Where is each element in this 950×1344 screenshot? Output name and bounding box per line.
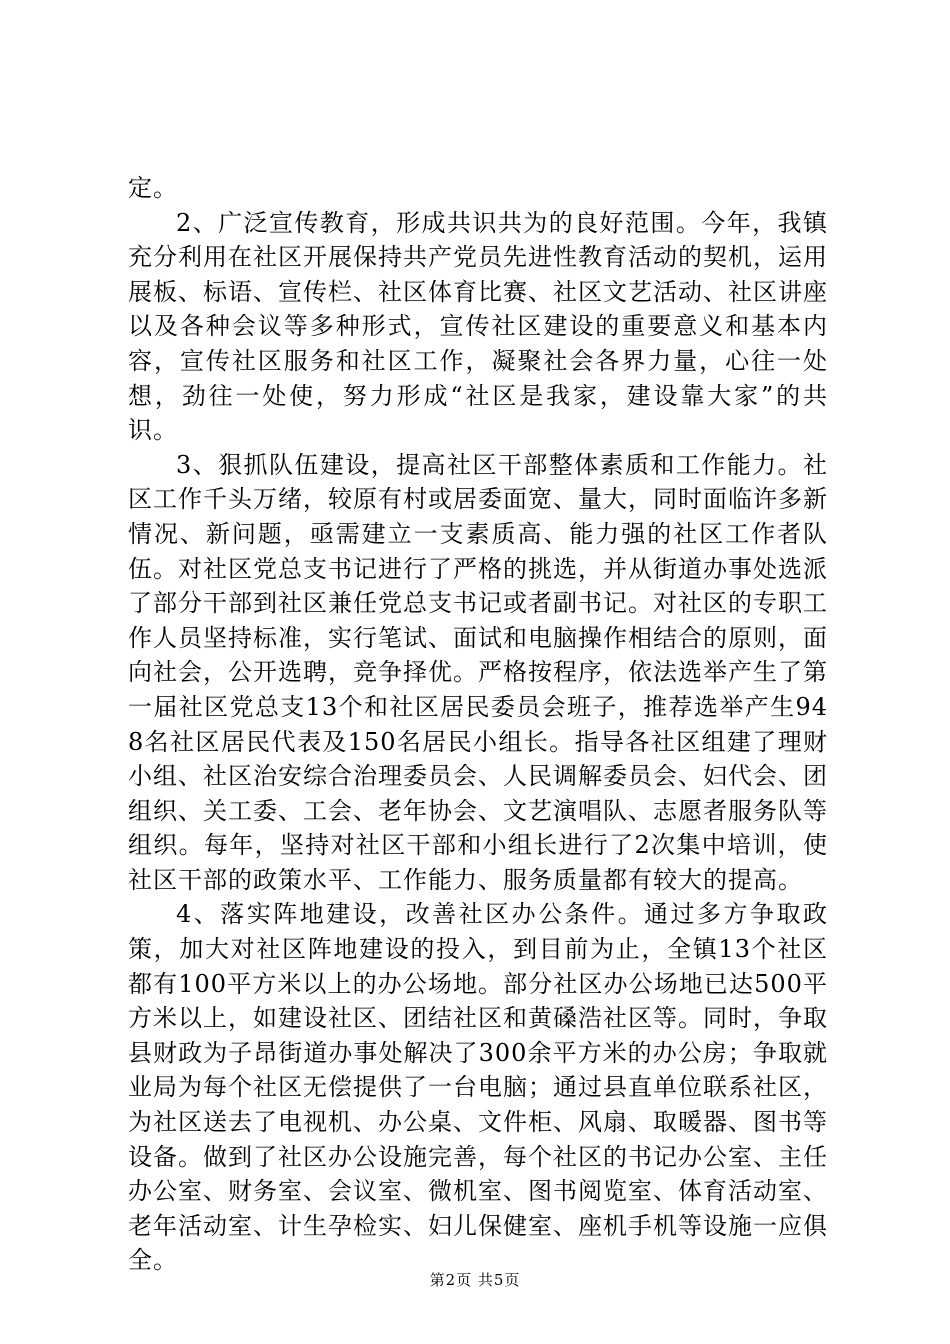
paragraph-facility-building: 4、落实阵地建设，改善社区办公条件。通过多方争取政策，加大对社区阵地建设的投入，到目前为止，全镇13个社区都有100平方米以上的办公场地。部分社区办公场地已达500平方米以上，如建设社区、团结社区和黄磉浩社区等。同时，争取县财政为子昂街道办事处解决了300余平方米的办公房；争取就业局为每个社区无偿提供了一台电脑；通过县直单位联系社区，为社区送去了电视机、办公桌、文件柜、风扇、取暖器、图书等设备。做到了社区办公设施完善，每个社区的书记办公室、主任办公室、财务室、会议室、微机室、图书阅览室、体育活动室、老年活动室、计生孕检实、妇儿保健室、座机手机等设施一应俱全。 (128, 900, 828, 1275)
document-body (128, 171, 828, 1278)
page-number-footer: 第2页 共5页 (429, 1271, 521, 1289)
paragraph-team-building: 3、狠抓队伍建设，提高社区干部整体素质和工作能力。社区工作千头万绪，较原有村或居委面宽、量大，同时面临许多新情况、新问题，亟需建立一支素质高、能力强的社区工作者队伍。对社区党总支书记进行了严格的挑选，并从街道办事处选派了部分干部到社区兼任党总支书记或者副书记。对社区的专职工作人员坚持标准，实行笔试、面试和电脑操作相结合的原则，面向社会，公开选聘，竞争择优。严格按程序，依法选举产生了第一届社区党总支13个和社区居民委员会班子，推荐选举产生948名社区居民代表及150名居民小组长。指导各社区组建了理财小组、社区治安综合治理委员会、人民调解委员会、妇代会、团组织、关工委、工会、老年协会、文艺演唱队、志愿者服务队等组织。每年，坚持对社区干部和小组长进行了2次集中培训，使社区干部的政策水平、工作能力、服务质量都有较大的提高。 (128, 450, 828, 894)
paragraph-continuation: 定。 (128, 174, 178, 202)
paragraph-publicity-education: 2、广泛宣传教育，形成共识共为的良好范围。今年，我镇充分利用在社区开展保持共产党员先进性教育活动的契机，运用展板、标语、宣传栏、社区体育比赛、社区文艺活动、社区讲座以及各种会议等多种形式，宣传社区建设的重要意义和基本内容，宣传社区服务和社区工作，凝聚社会各界力量，心往一处想，劲往一处使，努力形成“社区是我家，建设靠大家”的共识。 (128, 208, 828, 445)
